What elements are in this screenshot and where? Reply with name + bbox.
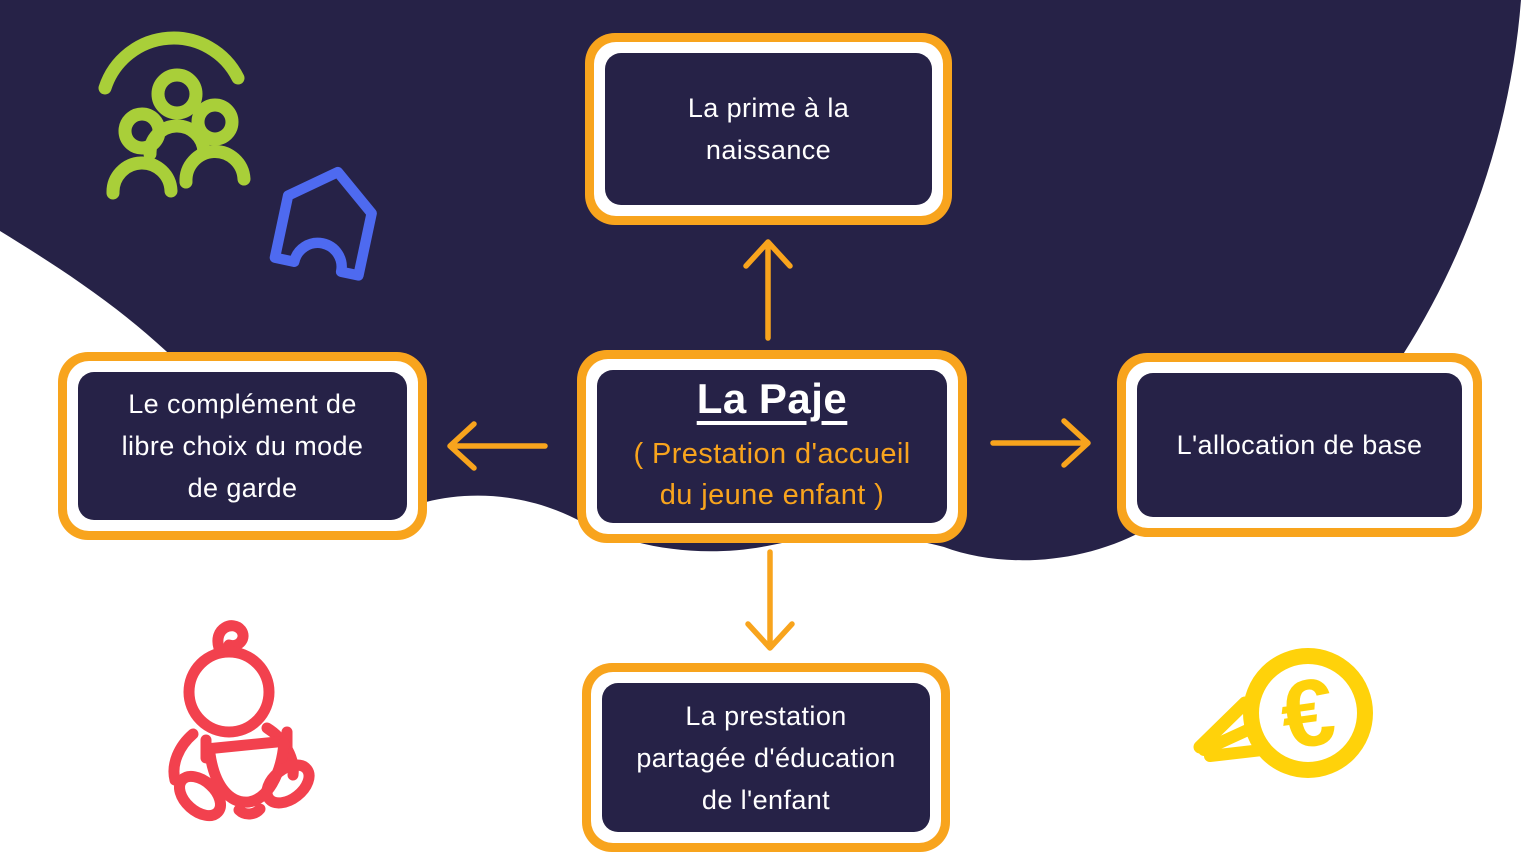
center-node-content — [597, 370, 947, 523]
node-line: Le complément de — [128, 389, 357, 419]
node-line: partagée d'éducation — [636, 742, 896, 773]
node-prestation-partagee — [582, 663, 950, 852]
arrow-right-icon — [993, 421, 1088, 465]
center-title: La Paje — [696, 374, 848, 422]
node-line: La prestation — [685, 700, 847, 731]
node-label — [602, 683, 930, 832]
node-line: naissance — [705, 135, 832, 165]
node-line: La prime à la — [687, 93, 850, 123]
arrow-down-icon — [748, 552, 792, 648]
center-subtitle-line: du jeune enfant ) — [659, 478, 885, 511]
node-white-ring — [594, 42, 943, 216]
node-label — [605, 53, 932, 205]
node-white-ring — [591, 672, 941, 843]
arrow-left-icon — [450, 424, 545, 468]
node-allocation-base — [1117, 353, 1482, 537]
center-subtitle-line: ( Prestation d'accueil — [633, 437, 911, 470]
node-white-ring — [1126, 362, 1473, 528]
node-label — [1137, 373, 1462, 517]
node-white-ring — [586, 359, 958, 534]
node-line: libre choix du mode — [121, 431, 364, 461]
center-subtitle — [633, 434, 910, 516]
node-label — [78, 372, 407, 520]
node-line: L'allocation de base — [1176, 430, 1423, 460]
node-white-ring — [67, 361, 418, 531]
node-line: de l'enfant — [701, 784, 831, 815]
node-center-la-paje — [577, 350, 967, 543]
node-line: de garde — [187, 473, 298, 503]
euro-symbol: € — [1274, 657, 1342, 771]
node-prime-naissance — [585, 33, 952, 225]
node-complement-garde — [58, 352, 427, 540]
arrow-up-icon — [746, 242, 790, 338]
